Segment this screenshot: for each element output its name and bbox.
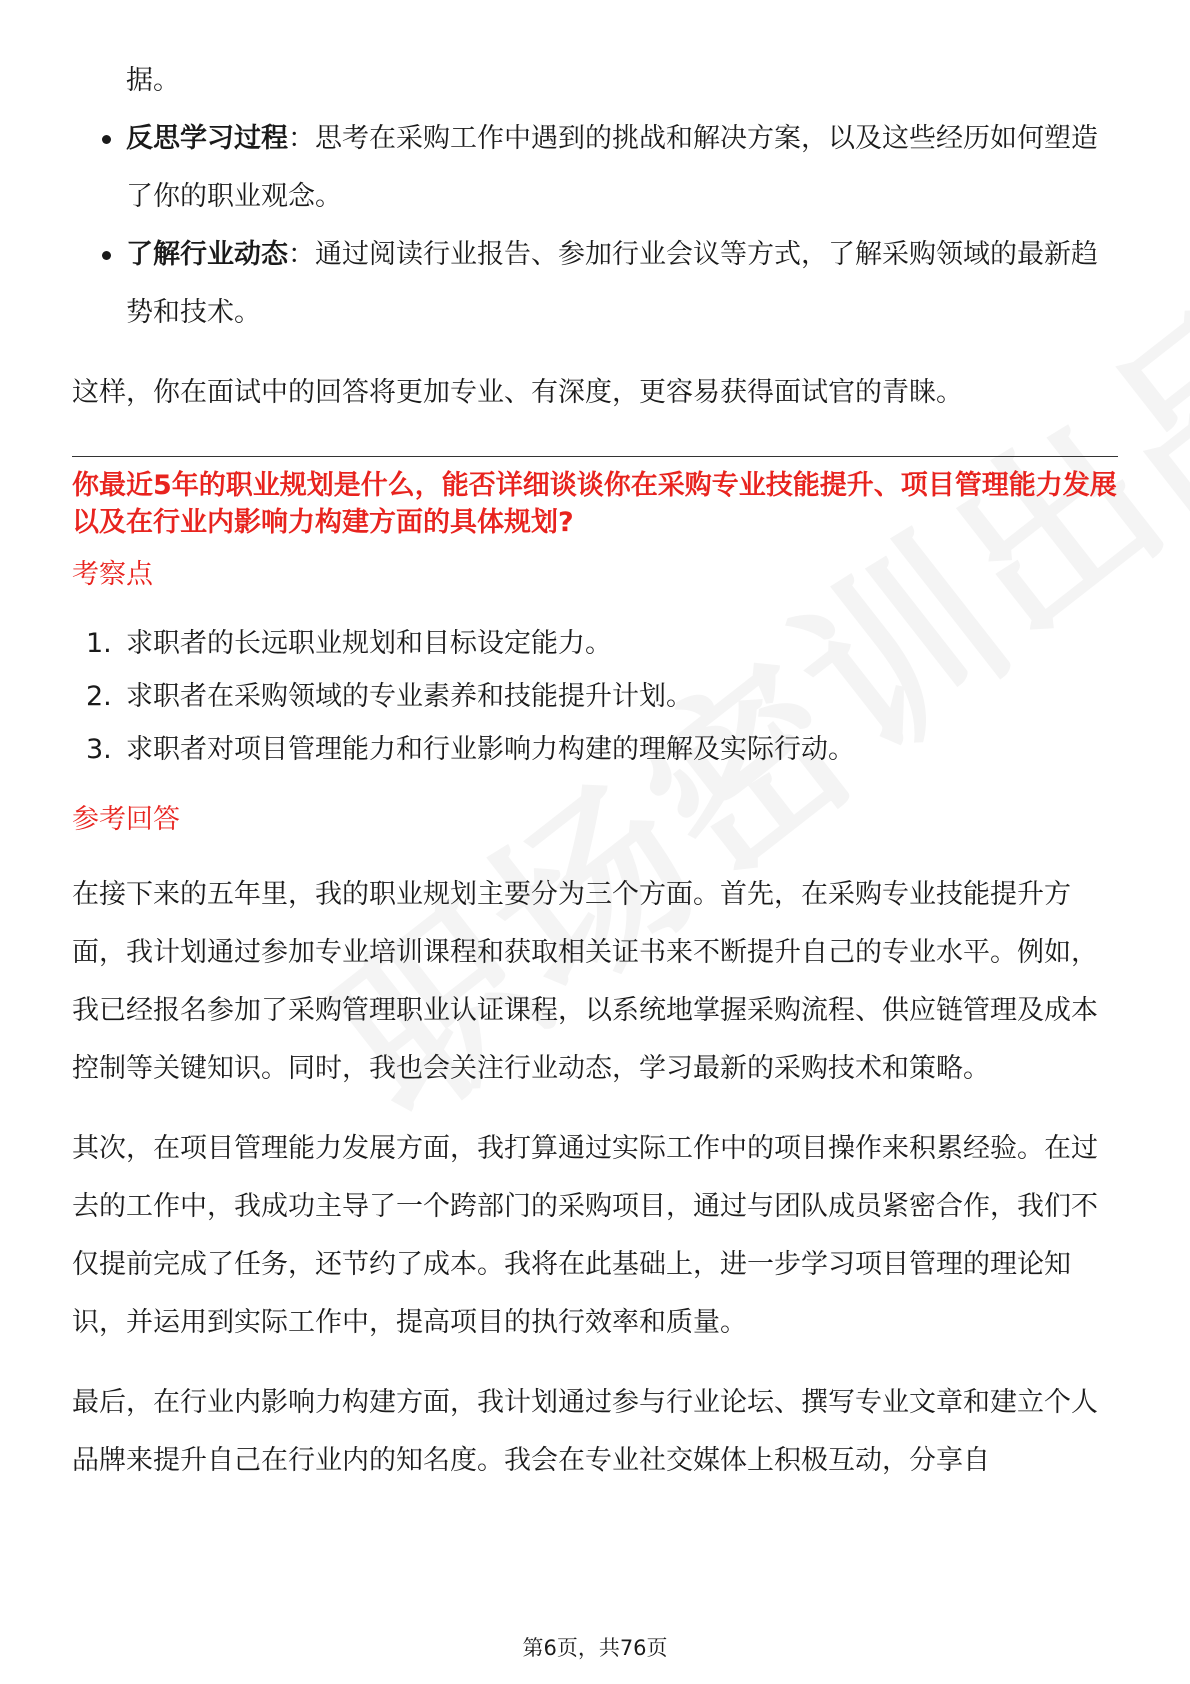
- list-item: [72, 226, 1118, 342]
- item-number: 2.: [86, 681, 112, 712]
- item-text: 求职者对项目管理能力和行业影响力构建的理解及实际行动。: [126, 734, 855, 765]
- list-item: [72, 723, 1118, 776]
- answer-paragraph: 最后，在行业内影响力构建方面，我计划通过参与行业论坛、撰写专业文章和建立个人品牌来提升自己在行业内的知名度。我会在专业社交媒体上积极互动，分享自: [72, 1387, 1098, 1476]
- section-divider: [72, 456, 1118, 457]
- bullet-dot-icon: [102, 251, 111, 260]
- item-text: 求职者在采购领域的专业素养和技能提升计划。: [126, 681, 693, 712]
- assessment-list: [72, 617, 1118, 776]
- bullet-term: 反思学习过程: [126, 123, 288, 154]
- answer-paragraph: 在接下来的五年里，我的职业规划主要分为三个方面。首先，在采购专业技能提升方面，我计划通过参加专业培训课程和获取相关证书来不断提升自己的专业水平。例如，我已经报名参加了采购管理职业认证课程，以系统地掌握采购流程、供应链管理及成本控制等关键知识。同时，我也会关注行业动态，学习最新的采购技术和策略。: [72, 879, 1098, 1084]
- bullet-text: 通过阅读行业报告、参加行业会议等方式，了解采购领域的最新趋势和技术。: [126, 239, 1098, 328]
- list-item: [72, 110, 1118, 226]
- assessment-title: 考察点: [72, 559, 153, 590]
- continued-fragment: 据。: [126, 65, 180, 96]
- item-text: 求职者的长远职业规划和目标设定能力。: [126, 628, 612, 659]
- bullet-colon: ：: [288, 123, 315, 154]
- list-item: [72, 617, 1118, 670]
- page-content: [72, 52, 1118, 1490]
- item-number: 3.: [86, 734, 112, 765]
- list-item: [72, 670, 1118, 723]
- item-number: 1.: [86, 628, 112, 659]
- summary-paragraph: 这样，你在面试中的回答将更加专业、有深度，更容易获得面试官的青睐。: [72, 377, 963, 408]
- reference-title: 参考回答: [72, 804, 180, 835]
- answer-paragraph: 其次，在项目管理能力发展方面，我打算通过实际工作中的项目操作来积累经验。在过去的工作中，我成功主导了一个跨部门的采购项目，通过与团队成员紧密合作，我们不仅提前完成了任务，还节约了成本。我将在此基础上，进一步学习项目管理的理论知识，并运用到实际工作中，提高项目的执行效率和质量。: [72, 1133, 1098, 1338]
- tips-list: [72, 110, 1118, 342]
- bullet-colon: ：: [288, 239, 315, 270]
- page-footer: 第6页，共76页: [522, 1636, 668, 1660]
- question-heading: 你最近5年的职业规划是什么，能否详细谈谈你在采购专业技能提升、项目管理能力发展以及在行业内影响力构建方面的具体规划?: [72, 470, 1117, 538]
- bullet-dot-icon: [102, 135, 111, 144]
- bullet-term: 了解行业动态: [126, 239, 288, 270]
- bullet-text: 思考在采购工作中遇到的挑战和解决方案，以及这些经历如何塑造了你的职业观念。: [126, 123, 1098, 212]
